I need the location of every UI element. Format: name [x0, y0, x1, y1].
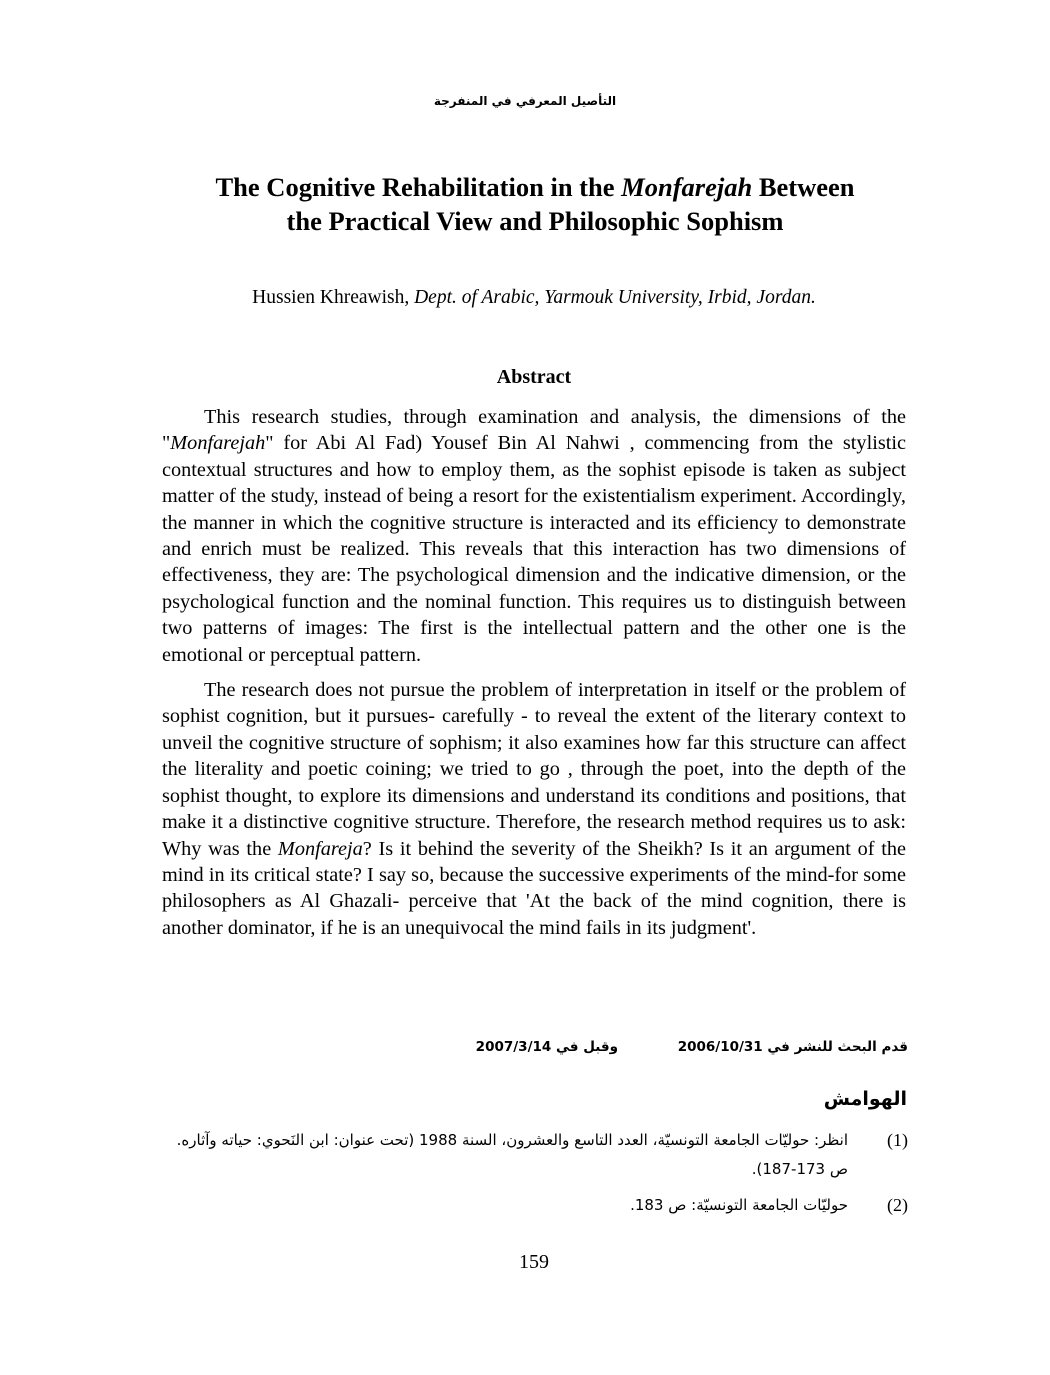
- abstract-p1-italic: Monfarejah: [170, 432, 266, 455]
- title-line-2: the Practical View and Philosophic Sophism: [286, 206, 784, 236]
- accepted-label: وقبل في: [551, 1039, 618, 1055]
- abstract-p2-text-a: The research does not pursue the problem of interpretation in itself or the problem of sophist cognition, but it pursues- carefully - to reveal the extent of the literary context to unveil the cognitive structure of sophism; it also examines how far this structure can affect the literality and poetic coining; we tried to go , through the poet, into the depth of the sophist thought, to explore its dimensions and understand its conditions and positions, that make it a distinctive cognitive structure. Therefore, the research method requires us to ask: Why was the: [162, 679, 906, 860]
- abstract-p1-text-b: " for Abi Al Fad) Yousef Bin Al Nahwi , commencing from the stylistic contextual structures and how to employ them, as the sophist episode is taken as subject matter of the study, instead of being a resort for the existentialism experiment. Accordingly, the manner in which the cognitive structure is interacted and its efficiency to demonstrate and enrich must be realized. This reveals that this interaction has two dimensions of effectiveness, they are: The psychological dimension and the indicative dimension, or the psychological function and the nominal function. This requires us to distinguish between two patterns of images: The first is the intellectual pattern and the other one is the emotional or perceptual pattern.: [162, 432, 906, 666]
- page-number: 159: [519, 1251, 549, 1273]
- footnote-text: حوليّات الجامعة التونسيّة: ص 183.: [630, 1196, 848, 1214]
- author-name: Hussien Khreawish,: [252, 287, 415, 308]
- title-line-1-start: The Cognitive Rehabilitation in the: [215, 172, 622, 202]
- running-head: التأصيل المعرفي في المنفرجة: [433, 94, 617, 108]
- footnotes-list: [162, 1126, 908, 1220]
- submitted-value: 2006/10/31: [677, 1039, 763, 1055]
- author-line: [0, 287, 1050, 309]
- footnote-item: [162, 1191, 908, 1220]
- abstract-p2-text-b: ? Is it behind the severity of the Sheikh? Is it an argument of the mind in its critical state? I say so, because the successive experiments of the mind-for some philosophers as Al Ghazali- perceive that 'At the back of the mind cognition, there is another dominator, if he is an unequivocal the mind fails in its judgment'.: [162, 837, 907, 939]
- footnote-number: (2): [887, 1195, 908, 1215]
- footnotes-heading: الهوامش: [823, 1088, 907, 1110]
- footnote-text: انظر: حوليّات الجامعة التونسيّة، العدد التاسع والعشرون، السنة 1988 (تحت عنوان: ابن النَحوي: حياته وآثاره. ص 173-187).: [176, 1131, 848, 1178]
- author-affiliation: Dept. of Arabic, Yarmouk University, Irbid, Jordan.: [414, 287, 816, 308]
- abstract-body: [162, 404, 906, 941]
- submitted-label: قدم البحث للنشر في: [762, 1039, 908, 1055]
- abstract-p2-italic: Monfareja: [277, 837, 363, 860]
- title-line-1-end: Between: [752, 172, 855, 202]
- abstract-heading: Abstract: [496, 366, 572, 388]
- accepted-value: 2007/3/14: [475, 1039, 552, 1055]
- abstract-p1-text-a: This research studies, through examination and analysis, the dimensions of the ": [162, 406, 906, 455]
- submission-dates: [462, 1039, 908, 1061]
- accepted-date: [476, 1039, 618, 1055]
- abstract-paragraph-1: [162, 404, 906, 668]
- article-title: [120, 170, 950, 238]
- footnote-item: [162, 1126, 908, 1184]
- footnote-number: (1): [887, 1130, 908, 1150]
- submitted-date: [678, 1039, 908, 1055]
- title-line-1: [120, 170, 950, 204]
- title-italic-term: Monfarejah: [621, 172, 753, 202]
- abstract-paragraph-2: [162, 677, 906, 941]
